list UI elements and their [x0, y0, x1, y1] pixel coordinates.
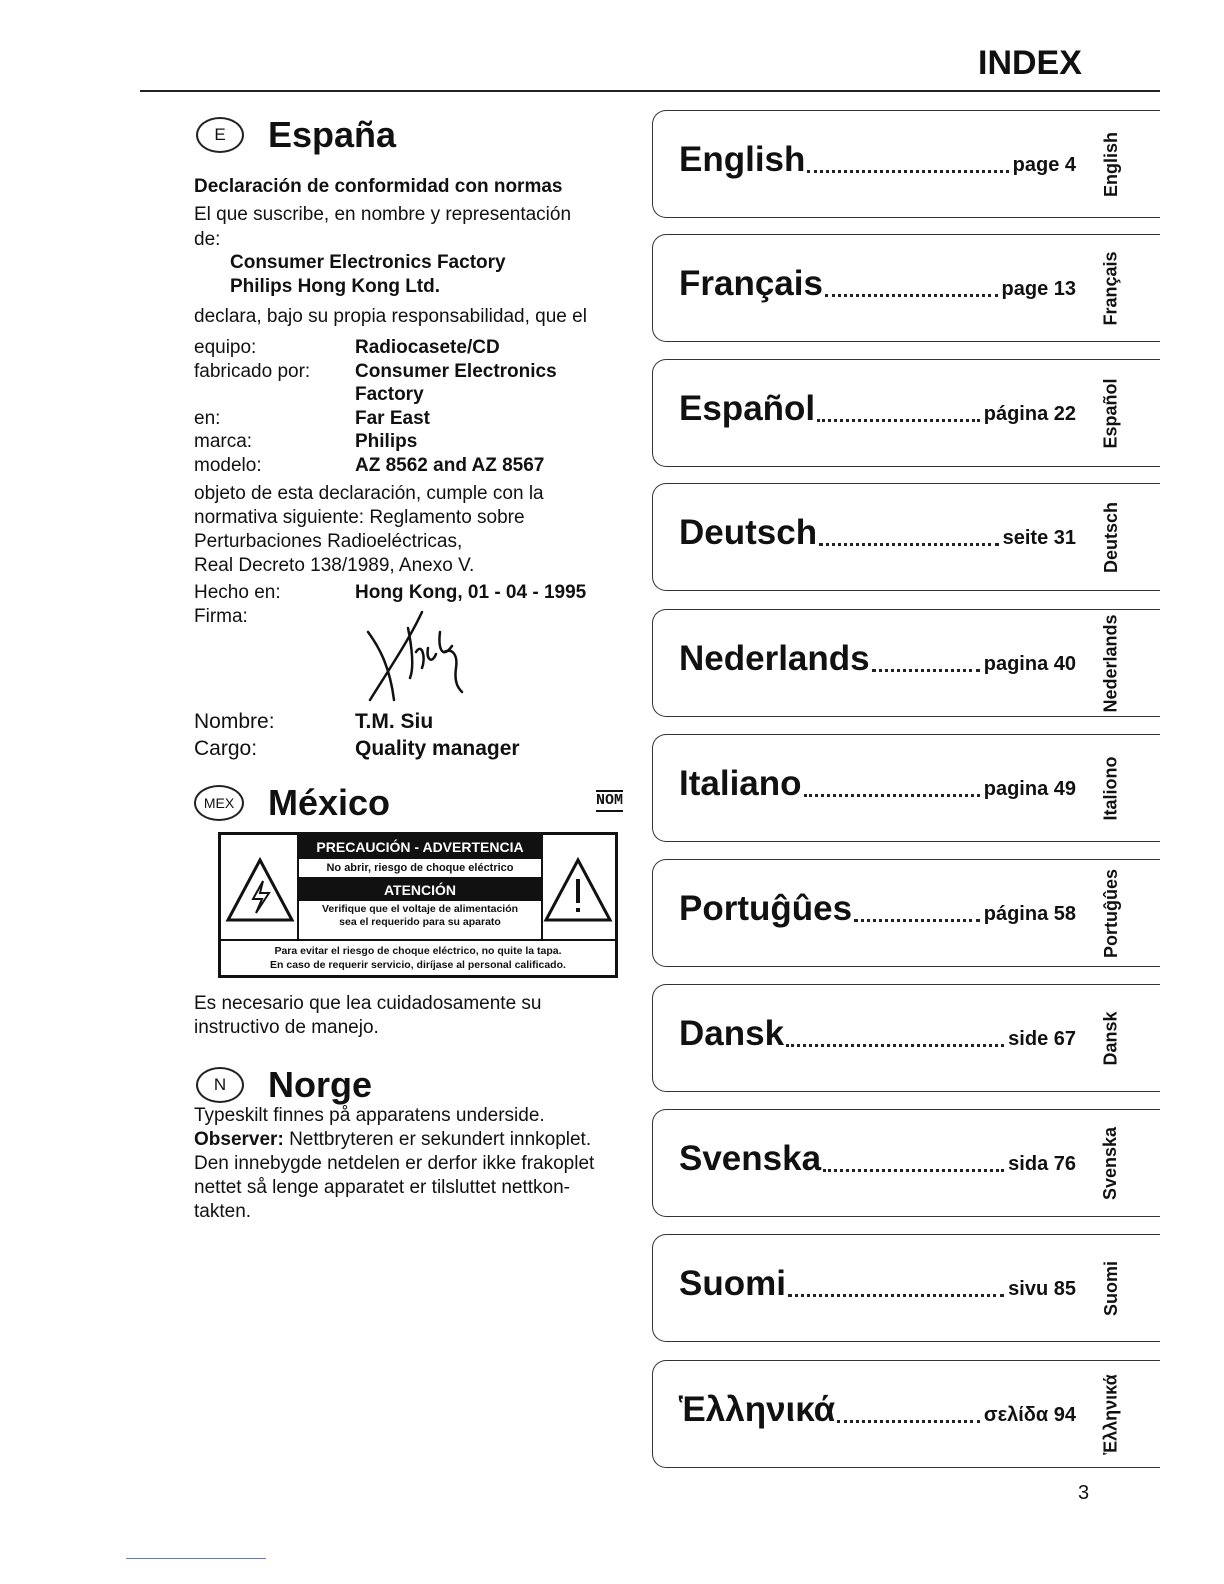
side-tab-label: Español	[1100, 377, 1121, 449]
index-entry[interactable]	[652, 734, 1160, 842]
index-language[interactable]: Español	[679, 389, 816, 428]
index-language[interactable]: Ἑλληνικά	[679, 1390, 836, 1429]
field-label	[194, 383, 355, 407]
index-page-ref: page 13	[1001, 278, 1076, 300]
warning-bottom-text	[221, 939, 615, 975]
signature-label: Firma:	[194, 605, 248, 627]
dot-leader	[817, 419, 980, 422]
norge-line: takten.	[194, 1201, 252, 1222]
index-language[interactable]: Suomi	[679, 1264, 786, 1303]
index-side-tab	[1096, 110, 1126, 218]
index-language[interactable]: Italiano	[679, 764, 802, 803]
side-tab-label: Portuĝûes	[1100, 868, 1121, 958]
country-badge-norge: N	[196, 1067, 244, 1103]
index-entry[interactable]	[652, 1109, 1160, 1217]
country-badge-espana: E	[196, 117, 244, 153]
signature-image	[360, 608, 480, 704]
signatory-block	[194, 708, 655, 762]
index-entry[interactable]	[652, 234, 1160, 342]
mexico-title: México	[268, 782, 391, 823]
norge-title: Norge	[268, 1064, 373, 1105]
field-value: Factory	[355, 384, 424, 405]
field-value: Philips	[355, 431, 418, 452]
dot-leader	[819, 543, 999, 546]
index-page-ref: página 58	[983, 903, 1076, 925]
intro-line-2: de:	[194, 229, 221, 250]
field-label: modelo:	[194, 454, 262, 476]
field-label: marca:	[194, 431, 253, 452]
warning-text-panel	[297, 835, 543, 939]
role-label: Cargo:	[194, 737, 258, 760]
dot-leader	[837, 1420, 980, 1423]
dot-leader	[854, 919, 980, 922]
compliance-line: Real Decreto 138/1989, Anexo V.	[194, 555, 475, 576]
index-language[interactable]: Portuĝûes	[679, 889, 853, 928]
dot-leader	[788, 1294, 1004, 1297]
warning-bottom-line: En caso de requerir servicio, diríjase al personal calificado.	[270, 959, 566, 971]
index-side-tab	[1096, 1109, 1126, 1217]
caution-banner: PRECAUCIÓN - ADVERTENCIA	[299, 835, 541, 859]
index-side-tab	[1096, 859, 1126, 967]
index-language[interactable]: Deutsch	[679, 513, 818, 552]
espana-heading	[196, 114, 396, 156]
index-page-ref: seite 31	[1002, 527, 1076, 549]
name-value: T.M. Siu	[355, 710, 434, 733]
electric-hazard-icon	[225, 857, 295, 923]
espana-title: España	[268, 114, 397, 155]
side-tab-label: Svenska	[1100, 1126, 1121, 1200]
dot-leader	[807, 170, 1009, 173]
warning-label	[218, 832, 618, 978]
side-tab-label: English	[1100, 131, 1121, 197]
compliance-line: normativa siguiente: Reglamento sobre	[194, 507, 525, 528]
declares-line: declara, bajo su propia responsabilidad, que el	[194, 306, 587, 327]
side-tab-label: Dansk	[1100, 1010, 1121, 1066]
verify-line: Verifique que el voltaje de alimentación	[321, 903, 519, 915]
side-tab-label: Italiono	[1100, 756, 1121, 820]
index-language[interactable]: Français	[679, 264, 823, 303]
conformity-heading: Declaración de conformidad con normas	[194, 176, 563, 197]
index-entry[interactable]	[652, 609, 1160, 717]
observer-label: Observer:	[194, 1129, 284, 1150]
index-page-ref: pagina 40	[983, 653, 1076, 675]
note-line: instructivo de manejo.	[194, 1017, 379, 1038]
norge-text	[194, 1104, 644, 1224]
caution-icon	[543, 857, 613, 923]
index-page-ref: sivu 85	[1008, 1278, 1076, 1300]
index-entry[interactable]	[652, 1360, 1160, 1468]
made-value: Hong Kong, 01 - 04 - 1995	[355, 582, 587, 603]
page-number: 3	[1078, 1482, 1090, 1504]
no-open-text: No abrir, riesgo de choque eléctrico	[299, 859, 541, 879]
side-tab-label: Suomi	[1100, 1260, 1121, 1316]
index-language[interactable]: Nederlands	[679, 639, 870, 678]
index-side-tab	[1096, 359, 1126, 467]
compliance-line: objeto de esta declaración, cumple con la	[194, 483, 544, 504]
name-label: Nombre:	[194, 710, 275, 733]
dot-leader	[823, 1169, 1004, 1172]
index-side-tab	[1096, 234, 1126, 342]
index-page-ref: side 67	[1008, 1028, 1076, 1050]
index-page-ref: pagina 49	[983, 778, 1076, 800]
equipment-details	[194, 336, 655, 477]
compliance-text	[194, 482, 544, 578]
index-page-ref: σελίδα 94	[983, 1404, 1076, 1426]
company-line-2: Philips Hong Kong Ltd.	[230, 276, 441, 297]
index-entry[interactable]	[652, 984, 1160, 1092]
index-page-ref: sida 76	[1008, 1153, 1076, 1175]
norge-line: Typeskilt finnes på apparatens underside.	[194, 1105, 545, 1126]
norge-line: Den innebygde netdelen er derfor ikke frakoplet	[194, 1153, 595, 1174]
field-value: Radiocasete/CD	[355, 337, 500, 358]
side-tab-label: Deutsch	[1100, 501, 1121, 573]
index-side-tab	[1096, 984, 1126, 1092]
index-side-tab	[1096, 734, 1126, 842]
attention-banner: ATENCIÓN	[299, 879, 541, 901]
field-label: equipo:	[194, 337, 257, 358]
index-entry[interactable]	[652, 110, 1160, 218]
observer-line	[194, 1128, 644, 1152]
dot-leader	[786, 1044, 1004, 1047]
side-tab-label: Nederlands	[1100, 613, 1121, 713]
index-page-ref: página 22	[983, 403, 1076, 425]
field-value: AZ 8562 and AZ 8567	[355, 454, 545, 476]
mexico-heading	[194, 782, 390, 824]
index-side-tab	[1096, 1234, 1126, 1342]
index-entry[interactable]	[652, 1234, 1160, 1342]
side-tab-label: Français	[1100, 250, 1121, 326]
header-divider	[140, 90, 1160, 92]
index-entry[interactable]	[652, 859, 1160, 967]
country-badge-mexico: MEX	[194, 785, 244, 821]
index-language[interactable]: Dansk	[679, 1014, 785, 1053]
index-page-ref: page 4	[1012, 154, 1076, 176]
index-language[interactable]: Svenska	[679, 1139, 822, 1178]
warning-bottom-line: Para evitar el riesgo de choque eléctrico, no quite la tapa.	[274, 945, 562, 957]
dot-leader	[804, 794, 980, 797]
norge-heading	[196, 1064, 372, 1106]
field-label: fabricado por:	[194, 360, 311, 382]
verify-text	[299, 901, 541, 929]
page-title: INDEX	[978, 44, 1082, 82]
norge-line: nettet så lenge apparatet er tilsluttet nettkon-	[194, 1177, 571, 1198]
index-side-tab	[1096, 483, 1126, 591]
field-value: Consumer Electronics	[355, 360, 557, 382]
footer-rule	[126, 1558, 266, 1559]
field-label: en:	[194, 407, 221, 429]
nom-logo: NOM	[596, 790, 623, 812]
observer-text: Nettbryteren er sekundert innkoplet.	[289, 1129, 592, 1150]
role-value: Quality manager	[355, 737, 520, 760]
company-line-1: Consumer Electronics Factory	[230, 252, 506, 273]
intro-line-1: El que suscribe, en nombre y representación	[194, 204, 572, 225]
made-label: Hecho en:	[194, 582, 281, 603]
index-side-tab	[1096, 609, 1126, 717]
index-entry[interactable]	[652, 483, 1160, 591]
verify-line: sea el requerido para su aparato	[339, 916, 501, 928]
mexico-note	[194, 992, 542, 1040]
side-tab-label: Ἑλληνικά	[1100, 1373, 1121, 1455]
dot-leader	[825, 294, 998, 297]
index-side-tab	[1096, 1360, 1126, 1468]
field-value: Far East	[355, 407, 430, 429]
note-line: Es necesario que lea cuidadosamente su	[194, 993, 542, 1014]
index-entry[interactable]	[652, 359, 1160, 467]
compliance-line: Perturbaciones Radioeléctricas,	[194, 531, 463, 552]
dot-leader	[872, 669, 980, 672]
index-language[interactable]: English	[679, 140, 806, 179]
